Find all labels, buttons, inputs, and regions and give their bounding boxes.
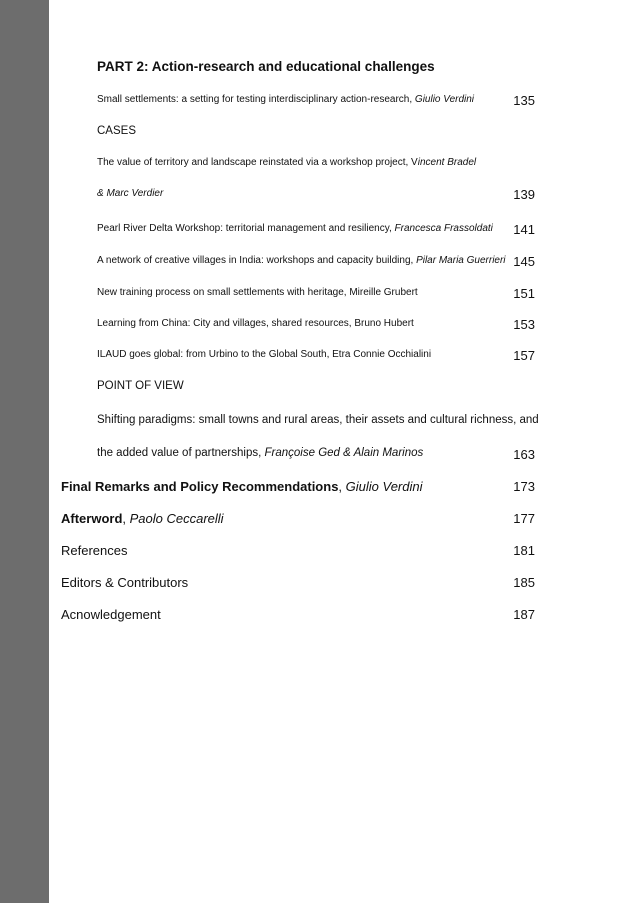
toc-main-afterword: Afterword, Paolo Ceccarelli (61, 511, 224, 526)
page-number: 163 (513, 447, 535, 462)
page-side-bar (0, 0, 49, 903)
toc-entry-new-training: New training process on small settlements with heritage, Mireille Grubert (97, 287, 418, 298)
page-number: 177 (513, 511, 535, 526)
toc-entry-ilaud-goes-global: ILAUD goes global: from Urbino to the Global South, Etra Connie Occhialini (97, 349, 432, 360)
page-number: 185 (513, 575, 535, 590)
toc-entry-shifting-paradigms-cont: the added value of partnerships, Françoise Ged & Alain Marinos (97, 447, 424, 459)
section-heading-cases: CASES (97, 125, 136, 137)
page-number: 157 (513, 348, 535, 363)
page-number: 141 (513, 222, 535, 237)
page-number: 145 (513, 254, 535, 269)
toc-main-references: References (61, 543, 128, 558)
toc-main-final-remarks: Final Remarks and Policy Recommendations, Giulio Verdini (61, 479, 423, 494)
toc-page (49, 0, 638, 903)
toc-entry-small-settlements: Small settlements: a setting for testing interdisciplinary action-research, Giulio Verdini (97, 94, 475, 105)
page-number: 151 (513, 286, 535, 301)
page-number: 173 (513, 479, 535, 494)
toc-entry-shifting-paradigms: Shifting paradigms: small towns and rural areas, their assets and cultural richness, and (97, 414, 539, 426)
page-number: 153 (513, 317, 535, 332)
page-number: 135 (513, 93, 535, 108)
toc-main-acknowledgement: Acnowledgement (61, 607, 161, 622)
section-heading-point-of-view: POINT OF VIEW (97, 380, 184, 392)
toc-entry-pearl-river: Pearl River Delta Workshop: territorial management and resiliency, Francesca Frassoldati (97, 223, 493, 234)
page-number: 139 (513, 187, 535, 202)
toc-entry-value-of-territory: The value of territory and landscape reinstated via a workshop project, Vincent Bradel (97, 157, 477, 168)
part-title: PART 2: Action-research and educational challenges (97, 59, 435, 74)
toc-main-editors-contributors: Editors & Contributors (61, 575, 189, 590)
toc-entry-value-of-territory-cont: & Marc Verdier (97, 188, 164, 199)
page-number: 181 (513, 543, 535, 558)
toc-entry-creative-villages: A network of creative villages in India: workshops and capacity building, Pilar Maria Guerrieri (97, 255, 506, 266)
toc-entry-learning-from-china: Learning from China: City and villages, shared resources, Bruno Hubert (97, 318, 414, 329)
page-number: 187 (513, 607, 535, 622)
